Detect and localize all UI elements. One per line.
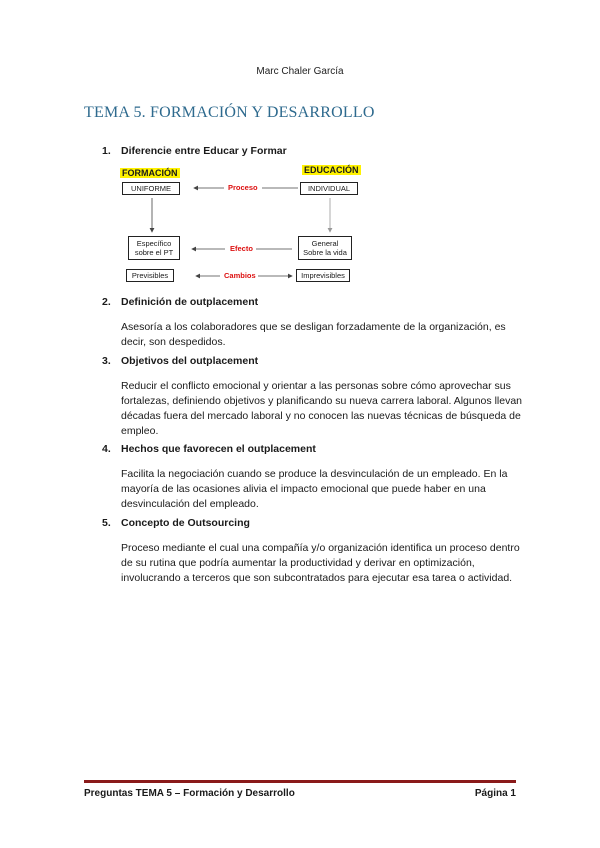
section-1	[102, 145, 522, 157]
page-title: TEMA 5. FORMACIÓN Y DESARROLLO	[84, 104, 375, 121]
effect-label: Efecto	[230, 244, 253, 253]
general-line1: General	[311, 239, 339, 248]
formacion-title: FORMACIÓN	[122, 168, 178, 178]
section-title: Concepto de Outsourcing	[121, 517, 250, 529]
previsibles-box: Previsibles	[126, 269, 174, 282]
section-title: Hechos que favorecen el outplacement	[121, 443, 316, 455]
section-title: Definición de outplacement	[121, 296, 259, 308]
section-body: Proceso mediante el cual una compañía y/o organización identifica un proceso dentro de su rutina que podría aumentar la productividad y derivar en optimización, involucrando a terceros que son subcontratados para ejecutar esa tarea o actividad.	[121, 542, 520, 584]
educar-formar-diagram	[120, 162, 360, 288]
general-line2: Sobre la vida	[303, 248, 347, 257]
section-heading	[102, 145, 522, 157]
section-body: Facilita la negociación cuando se produce la desvinculación de un empleado. En la mayoría de las ocasiones alivia el impacto emocional que puede haber en una desvinculación del empleado.	[121, 468, 508, 510]
section-heading	[102, 355, 522, 367]
section-3	[102, 355, 522, 439]
section-title: Objetivos del outplacement	[121, 355, 259, 367]
section-heading	[102, 517, 522, 529]
section-5	[102, 517, 522, 586]
educacion-title: EDUCACIÓN	[304, 165, 359, 175]
section-number: 3.	[102, 355, 111, 367]
especifico-line1: Específico	[136, 239, 172, 248]
changes-label: Cambios	[224, 271, 256, 280]
page-number: Página 1	[474, 788, 516, 799]
individual-box: INDIVIDUAL	[300, 182, 358, 195]
section-number: 5.	[102, 517, 111, 529]
especifico-box	[128, 236, 180, 260]
section-title: Diferencie entre Educar y Formar	[121, 145, 287, 157]
process-label: Proceso	[228, 183, 258, 192]
uniforme-box: UNIFORME	[122, 182, 180, 195]
general-box	[298, 236, 352, 260]
section-2	[102, 296, 522, 350]
section-number: 2.	[102, 296, 111, 308]
section-body: Reducir el conflicto emocional y orientar a las personas sobre cómo aprovechar sus fortalezas, definiendo objetivos y planificando su nueva carrera laboral. Algunos llevan décadas fuera del mercado laboral y no conocen las nuevas técnicas de búsqueda de empleo.	[121, 380, 522, 437]
header-author: Marc Chaler García	[256, 66, 344, 77]
section-heading	[102, 296, 522, 308]
imprevisibles-box: Imprevisibles	[296, 269, 350, 282]
section-body: Asesoría a los colaboradores que se desligan forzadamente de la organización, es decir, son despedidos.	[121, 321, 506, 348]
section-number: 1.	[102, 145, 111, 157]
footer-rule	[84, 780, 516, 783]
footer-title: Preguntas TEMA 5 – Formación y Desarrollo	[84, 788, 295, 799]
especifico-line2: sobre el PT	[134, 248, 174, 257]
section-4	[102, 443, 522, 512]
section-number: 4.	[102, 443, 111, 455]
section-heading	[102, 443, 522, 455]
